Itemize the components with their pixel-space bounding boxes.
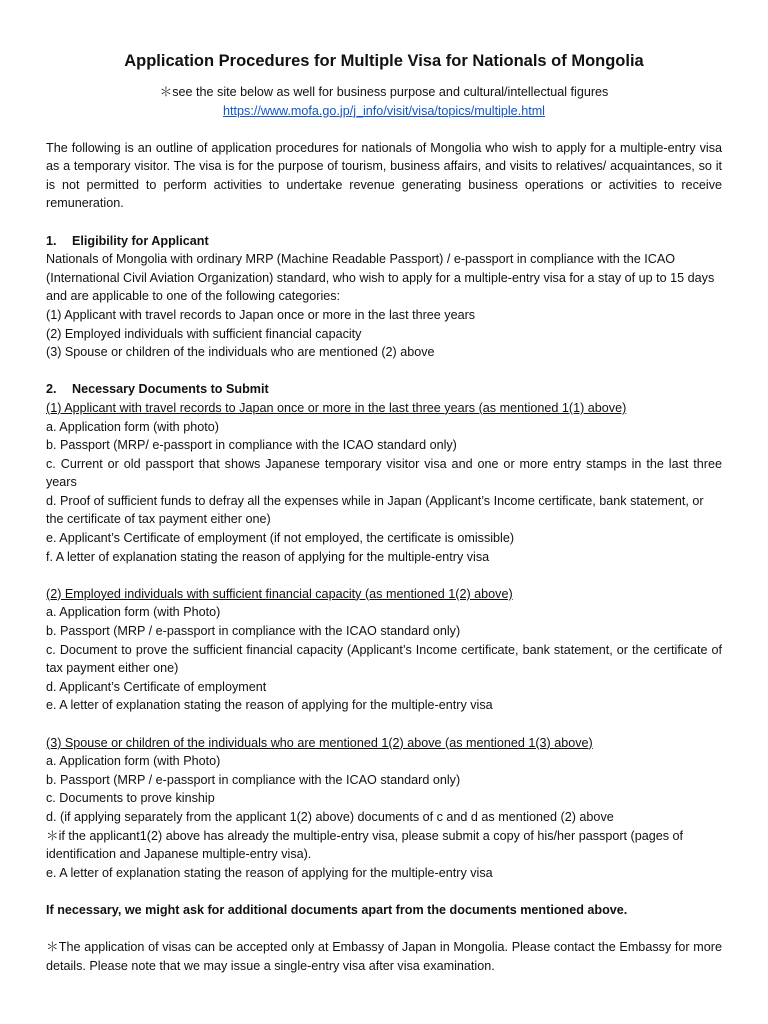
- group-1-title: (1) Applicant with travel records to Japan once or more in the last three years (as mentioned 1(1) above): [46, 400, 627, 415]
- eligibility-item: (3) Spouse or children of the individuals who are mentioned (2) above: [46, 345, 435, 360]
- spacer: [46, 882, 722, 901]
- document-item: e. Applicant’s Certificate of employment (if not employed, the certificate is omissible): [46, 531, 515, 546]
- page-title: Application Procedures for Multiple Visa for Nationals of Mongolia: [124, 52, 644, 70]
- section-1-heading: [46, 232, 722, 251]
- document-item: d. (if applying separately from the applicant 1(2) above) documents of c and d as mentioned (2) above: [46, 809, 614, 824]
- eligibility-item: (2) Employed individuals with sufficient financial capacity: [46, 326, 362, 341]
- document-item: e. A letter of explanation stating the reason of applying for the multiple-entry visa: [46, 865, 493, 880]
- document-item: c. Documents to prove kinship: [46, 791, 215, 806]
- spacer: [46, 715, 722, 734]
- reference-link[interactable]: [46, 102, 722, 121]
- document-item: c. Current or old passport that shows Japanese temporary visitor visa and one or more entry stamps in the last three years: [46, 456, 722, 490]
- group-2-title: (2) Employed individuals with sufficient financial capacity (as mentioned 1(2) above): [46, 586, 513, 601]
- spacer: [46, 566, 722, 585]
- document-item: a. Application form (with photo): [46, 419, 219, 434]
- section-1-body: Nationals of Mongolia with ordinary MRP (Machine Readable Passport) / e-passport in compliance with the ICAO (International Civil Aviation Organization) standard, who wish to apply for a multiple-entry visa for a stay of up to 15 days and are applicable to one of the following categories:: [46, 252, 715, 304]
- spacer: [46, 362, 722, 381]
- document-item: a. Application form (with Photo): [46, 605, 221, 620]
- reference-link-anchor[interactable]: https://www.mofa.go.jp/j_info/visit/visa/topics/multiple.html: [223, 103, 545, 118]
- document-item: f. A letter of explanation stating the reason of applying for the multiple-entry visa: [46, 549, 490, 564]
- document-item: b. Passport (MRP / e-passport in compliance with the ICAO standard only): [46, 624, 461, 639]
- section-2-number: 2.: [46, 382, 57, 397]
- footer-note: ＊The application of visas can be accepted only at Embassy of Japan in Mongolia. Please contact the Embassy for more details. Please note that we may issue a single-entry visa after visa examination.: [46, 940, 722, 973]
- document-item: d. Applicant’s Certificate of employment: [46, 679, 267, 694]
- document-item: e. A letter of explanation stating the reason of applying for the multiple-entry visa: [46, 698, 493, 713]
- document-item: d. Proof of sufficient funds to defray all the expenses while in Japan (Applicant’s Income certificate, bank statement, or the certificate of tax payment either one): [46, 493, 704, 527]
- section-1-heading-text: Eligibility for Applicant: [72, 233, 209, 248]
- section-1-number: 1.: [46, 233, 57, 248]
- group-3-title: (3) Spouse or children of the individuals who are mentioned 1(2) above (as mentioned 1(3) above): [46, 735, 593, 750]
- spacer: [46, 920, 722, 939]
- additional-documents-note: If necessary, we might ask for additional documents apart from the documents mentioned above.: [46, 902, 628, 917]
- spacer: [46, 213, 722, 232]
- intro-paragraph: The following is an outline of application procedures for nationals of Mongolia who wish to apply for a multiple-entry visa as a temporary visitor. The visa is for the purpose of tourism, business affairs, and visits to relatives/ acquaintances, so it is not permitted to perform activities to undertake revenue generating business operations or activities to receive remuneration.: [46, 140, 722, 211]
- document-item: b. Passport (MRP/ e-passport in compliance with the ICAO standard only): [46, 438, 457, 453]
- document-item-note: ＊if the applicant1(2) above has already the multiple-entry visa, please submit a copy of his/her passport (pages of identification and Japanese multiple-entry visa).: [46, 828, 684, 862]
- spacer: [46, 120, 722, 139]
- document-item: c. Document to prove the sufficient financial capacity (Applicant’s Income certificate, bank statement, or the certificate of tax payment either one): [46, 642, 722, 676]
- document-item: a. Application form (with Photo): [46, 754, 221, 769]
- eligibility-item: (1) Applicant with travel records to Japan once or more in the last three years: [46, 307, 476, 322]
- reference-note: ＊see the site below as well for business purpose and cultural/intellectual figures: [159, 85, 609, 99]
- document-item: b. Passport (MRP / e-passport in compliance with the ICAO standard only): [46, 772, 461, 787]
- section-2-heading-text: Necessary Documents to Submit: [72, 382, 269, 397]
- section-2-heading: [46, 380, 722, 399]
